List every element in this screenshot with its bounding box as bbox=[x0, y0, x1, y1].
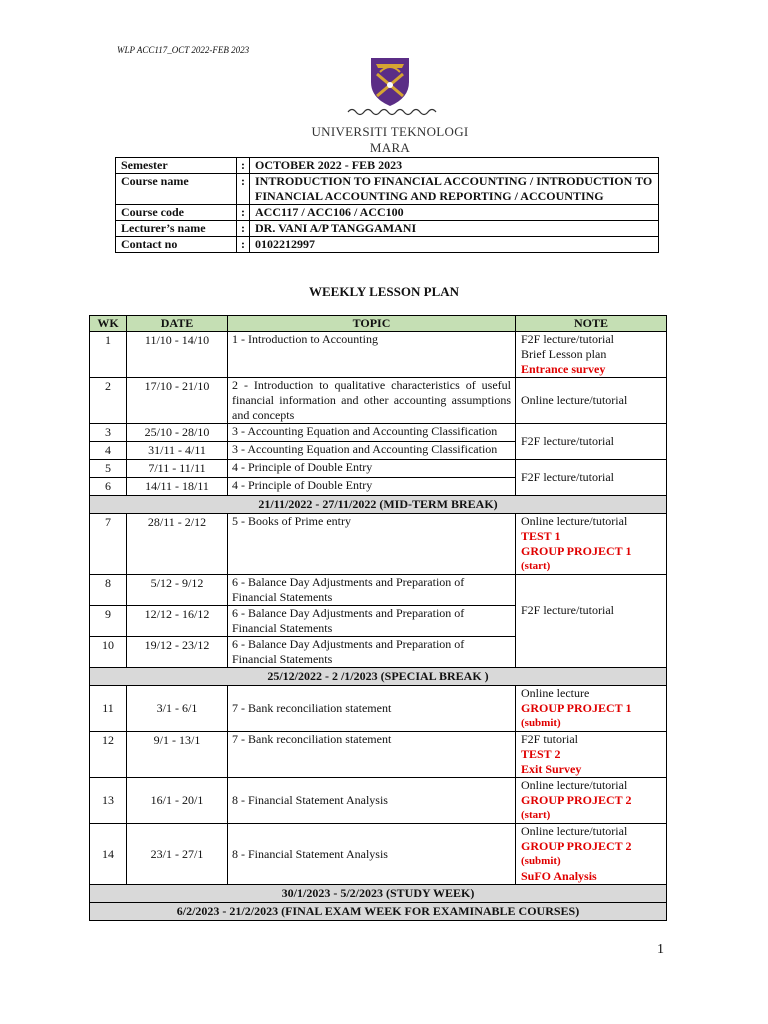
note-highlight: GROUP PROJECT 1 bbox=[521, 544, 632, 558]
note-cell bbox=[516, 332, 667, 378]
break-row bbox=[90, 496, 667, 514]
header-date: DATE bbox=[127, 316, 228, 332]
document-reference: WLP ACC117_OCT 2022-FEB 2023 bbox=[117, 45, 250, 55]
topic-cell: 4 - Principle of Double Entry bbox=[228, 460, 516, 478]
table-row bbox=[90, 378, 667, 424]
topic-cell: 7 - Bank reconciliation statement bbox=[228, 732, 516, 778]
week-cell: 14 bbox=[90, 824, 127, 885]
info-label: Course code bbox=[116, 205, 237, 221]
date-cell: 14/11 - 18/11 bbox=[127, 478, 228, 496]
topic-cell: 8 - Financial Statement Analysis bbox=[228, 824, 516, 885]
date-cell: 11/10 - 14/10 bbox=[127, 332, 228, 378]
table-row bbox=[90, 460, 667, 478]
note-cell bbox=[516, 824, 667, 885]
table-row bbox=[90, 575, 667, 606]
table-header-row bbox=[90, 316, 667, 332]
course-info-table bbox=[115, 157, 659, 253]
break-row bbox=[90, 668, 667, 686]
break-row bbox=[90, 903, 667, 921]
info-row-course-code bbox=[116, 205, 659, 221]
topic-cell: 3 - Accounting Equation and Accounting Classification bbox=[228, 424, 516, 442]
note-line: F2F tutorial bbox=[521, 732, 579, 746]
info-row-contact bbox=[116, 237, 659, 253]
note-highlight: TEST 1 bbox=[521, 529, 561, 543]
info-value: ACC117 / ACC106 / ACC100 bbox=[250, 205, 659, 221]
date-cell: 25/10 - 28/10 bbox=[127, 424, 228, 442]
info-label: Lecturer’s name bbox=[116, 221, 237, 237]
break-label: 25/12/2022 - 2 /1/2023 (SPECIAL BREAK ) bbox=[90, 668, 667, 686]
topic-cell: 6 - Balance Day Adjustments and Preparation of Financial Statements bbox=[228, 575, 516, 606]
note-highlight: (submit) bbox=[521, 855, 561, 867]
week-cell: 4 bbox=[90, 442, 127, 460]
table-row bbox=[90, 778, 667, 824]
note-line: Online lecture/tutorial bbox=[521, 824, 628, 838]
week-cell: 11 bbox=[90, 686, 127, 732]
topic-cell: 5 - Books of Prime entry bbox=[228, 514, 516, 575]
topic-cell: 4 - Principle of Double Entry bbox=[228, 478, 516, 496]
page-number: 1 bbox=[657, 942, 664, 957]
date-cell: 3/1 - 6/1 bbox=[127, 686, 228, 732]
info-value: INTRODUCTION TO FINANCIAL ACCOUNTING / INTRODUCTION TO FINANCIAL ACCOUNTING AND REPORTING / ACCOUNTING bbox=[250, 174, 659, 205]
date-cell: 5/12 - 9/12 bbox=[127, 575, 228, 606]
week-cell: 5 bbox=[90, 460, 127, 478]
info-label: Contact no bbox=[116, 237, 237, 253]
info-value: OCTOBER 2022 - FEB 2023 bbox=[250, 158, 659, 174]
info-label: Course name bbox=[116, 174, 237, 205]
note-highlight: Entrance survey bbox=[521, 362, 606, 376]
topic-cell: 6 - Balance Day Adjustments and Preparation of Financial Statements bbox=[228, 606, 516, 637]
note-cell bbox=[516, 686, 667, 732]
info-colon: : bbox=[237, 158, 250, 174]
note-cell bbox=[516, 514, 667, 575]
info-value: 0102212997 bbox=[250, 237, 659, 253]
topic-cell: 8 - Financial Statement Analysis bbox=[228, 778, 516, 824]
note-line: Online lecture/tutorial bbox=[521, 778, 628, 792]
week-cell: 9 bbox=[90, 606, 127, 637]
header-wk: WK bbox=[90, 316, 127, 332]
topic-cell: 2 - Introduction to qualitative characteristics of useful financial information and other accounting assumptions and concepts bbox=[228, 378, 516, 424]
week-cell: 7 bbox=[90, 514, 127, 575]
table-row bbox=[90, 424, 667, 442]
date-cell: 31/11 - 4/11 bbox=[127, 442, 228, 460]
note-highlight: TEST 2 bbox=[521, 747, 561, 761]
note-highlight: (start) bbox=[521, 560, 551, 572]
week-cell: 6 bbox=[90, 478, 127, 496]
header-topic: TOPIC bbox=[228, 316, 516, 332]
info-row-lecturer bbox=[116, 221, 659, 237]
note-cell bbox=[516, 778, 667, 824]
week-cell: 10 bbox=[90, 637, 127, 668]
note-line: Brief Lesson plan bbox=[521, 347, 607, 361]
date-cell: 17/10 - 21/10 bbox=[127, 378, 228, 424]
table-row bbox=[90, 514, 667, 575]
note-cell: F2F lecture/tutorial bbox=[516, 575, 667, 668]
lesson-plan-title: WEEKLY LESSON PLAN bbox=[308, 284, 460, 299]
topic-cell: 7 - Bank reconciliation statement bbox=[228, 686, 516, 732]
note-highlight: (start) bbox=[521, 809, 551, 821]
note-highlight: Exit Survey bbox=[521, 762, 582, 776]
info-value: DR. VANI A/P TANGGAMANI bbox=[250, 221, 659, 237]
note-highlight: GROUP PROJECT 2 bbox=[521, 839, 632, 853]
weekly-lesson-plan-table bbox=[89, 315, 667, 921]
date-cell: 28/11 - 2/12 bbox=[127, 514, 228, 575]
info-colon: : bbox=[237, 205, 250, 221]
topic-cell: 6 - Balance Day Adjustments and Preparation of Financial Statements bbox=[228, 637, 516, 668]
info-row-course-name bbox=[116, 174, 659, 205]
table-row bbox=[90, 686, 667, 732]
topic-cell: 1 - Introduction to Accounting bbox=[228, 332, 516, 378]
note-line: F2F lecture/tutorial bbox=[521, 332, 614, 346]
note-cell bbox=[516, 732, 667, 778]
topic-cell: 3 - Accounting Equation and Accounting Classification bbox=[228, 442, 516, 460]
table-row bbox=[90, 824, 667, 885]
note-cell: Online lecture/tutorial bbox=[516, 378, 667, 424]
date-cell: 7/11 - 11/11 bbox=[127, 460, 228, 478]
info-colon: : bbox=[237, 237, 250, 253]
week-cell: 8 bbox=[90, 575, 127, 606]
table-row bbox=[90, 732, 667, 778]
week-cell: 12 bbox=[90, 732, 127, 778]
break-label: 21/11/2022 - 27/11/2022 (MID-TERM BREAK) bbox=[90, 496, 667, 514]
table-row bbox=[90, 332, 667, 378]
info-row-semester bbox=[116, 158, 659, 174]
week-cell: 1 bbox=[90, 332, 127, 378]
info-colon: : bbox=[237, 174, 250, 205]
date-cell: 19/12 - 23/12 bbox=[127, 637, 228, 668]
note-highlight: GROUP PROJECT 2 bbox=[521, 793, 632, 807]
note-highlight: (submit) bbox=[521, 717, 561, 729]
info-colon: : bbox=[237, 221, 250, 237]
break-row bbox=[90, 885, 667, 903]
break-label: 30/1/2023 - 5/2/2023 (STUDY WEEK) bbox=[90, 885, 667, 903]
note-highlight: SuFO Analysis bbox=[521, 869, 597, 883]
date-cell: 23/1 - 27/1 bbox=[127, 824, 228, 885]
date-cell: 16/1 - 20/1 bbox=[127, 778, 228, 824]
date-cell: 12/12 - 16/12 bbox=[127, 606, 228, 637]
break-label: 6/2/2023 - 21/2/2023 (FINAL EXAM WEEK FOR EXAMINABLE COURSES) bbox=[90, 903, 667, 921]
university-name: UNIVERSITI TEKNOLOGI MARA bbox=[311, 124, 469, 155]
week-cell: 3 bbox=[90, 424, 127, 442]
header-note: NOTE bbox=[516, 316, 667, 332]
note-cell: F2F lecture/tutorial bbox=[516, 424, 667, 460]
week-cell: 2 bbox=[90, 378, 127, 424]
note-highlight: GROUP PROJECT 1 bbox=[521, 701, 632, 715]
note-cell: F2F lecture/tutorial bbox=[516, 460, 667, 496]
note-line: Online lecture bbox=[521, 686, 590, 700]
week-cell: 13 bbox=[90, 778, 127, 824]
info-label: Semester bbox=[116, 158, 237, 174]
note-line: Online lecture/tutorial bbox=[521, 514, 628, 528]
date-cell: 9/1 - 13/1 bbox=[127, 732, 228, 778]
